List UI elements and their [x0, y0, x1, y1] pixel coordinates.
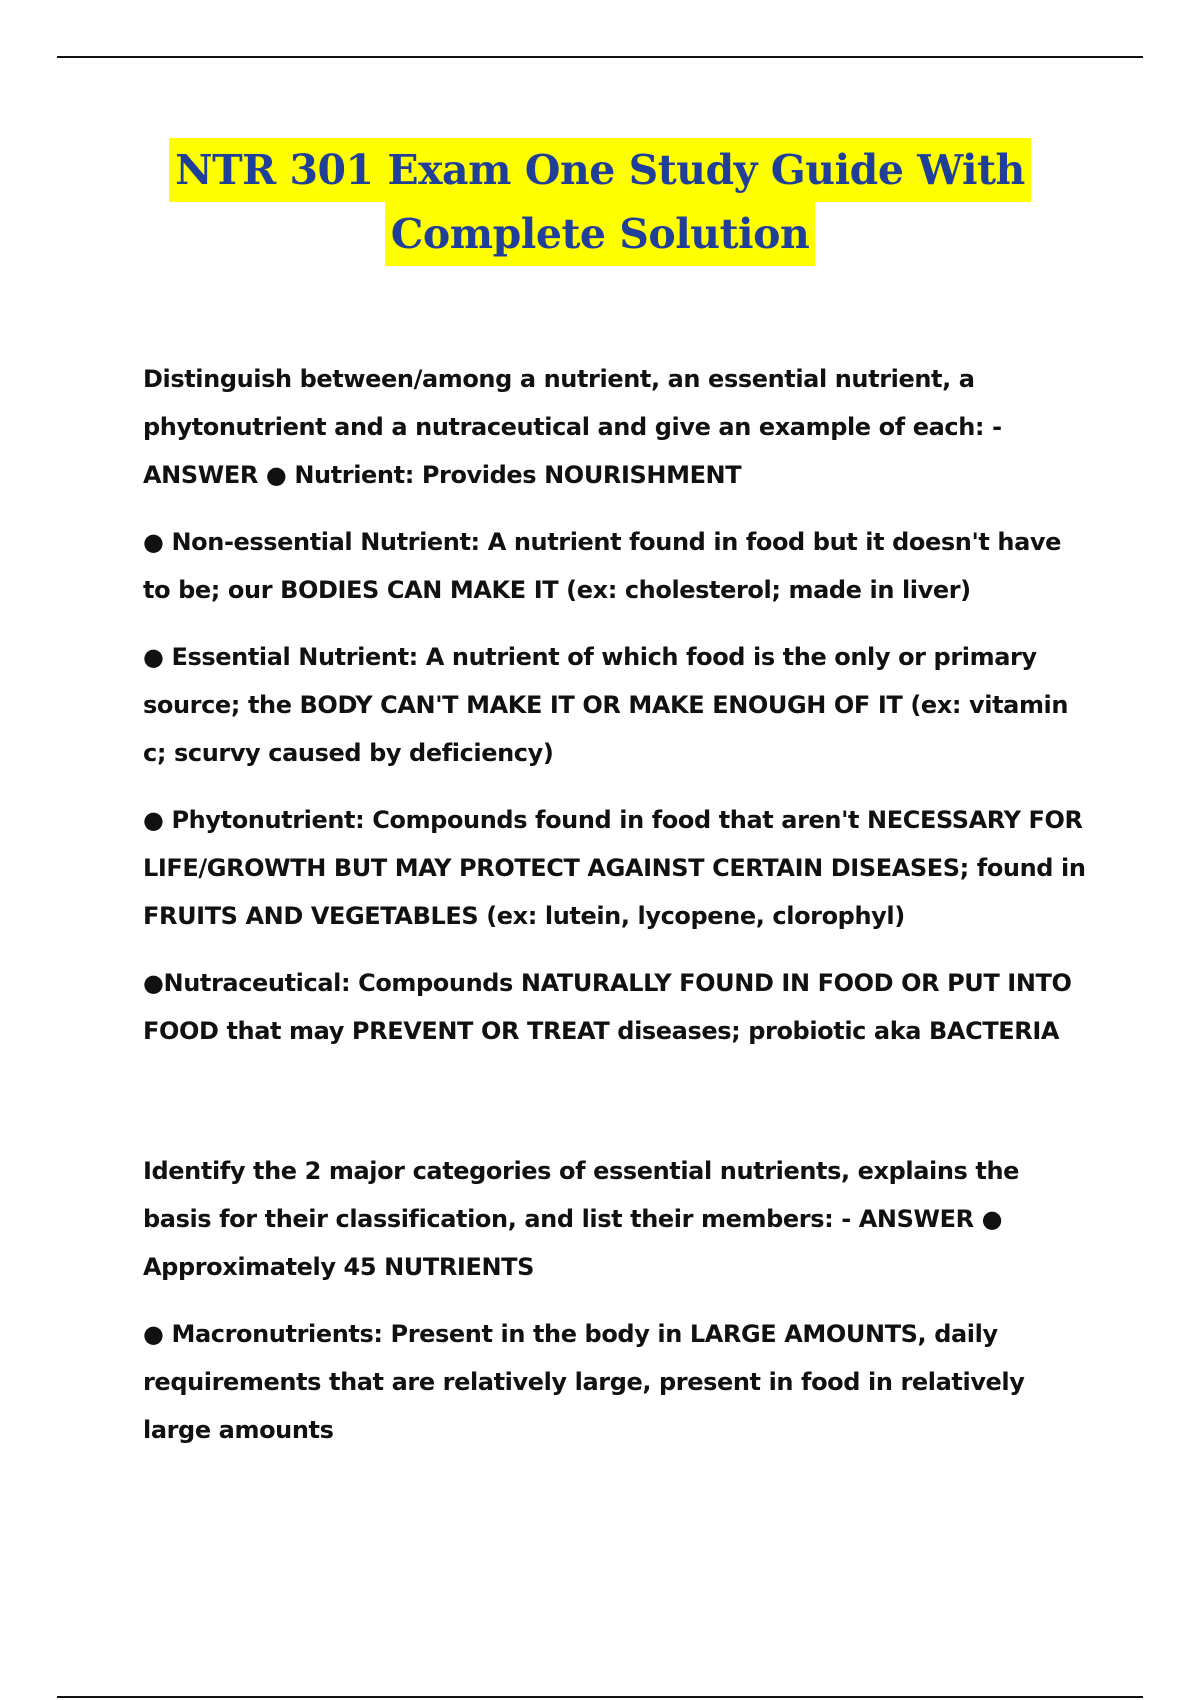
answer-phytonutrient: ● Phytonutrient: Compounds found in food that aren't NECESSARY FOR LIFE/GROWTH BUT MAY PROTECT AGAINST CERTAIN DISEASES; found in FRUITS AND VEGETABLES (ex: lutein, lycopene, clorophyl): [143, 806, 1086, 930]
title-line-1: NTR 301 Exam One Study Guide With: [169, 138, 1031, 202]
question-1-prompt: Distinguish between/among a nutrient, an essential nutrient, a phytonutrient and a nutraceutical and give an example of each: - ANSWER ● Nutrient: Provides NOURISHMENT: [143, 365, 1002, 489]
answer-macronutrients: ● Macronutrients: Present in the body in LARGE AMOUNTS, daily requirements that are relatively large, present in food in relatively large amounts: [143, 1320, 1025, 1444]
bottom-rule: [57, 1696, 1143, 1698]
question-2-prompt: Identify the 2 major categories of essential nutrients, explains the basis for their classification, and list their members: - ANSWER ● Approximately 45 NUTRIENTS: [143, 1157, 1020, 1281]
top-rule: [57, 56, 1143, 58]
answer-non-essential-nutrient: ● Non-essential Nutrient: A nutrient found in food but it doesn't have to be; our BODIES CAN MAKE IT (ex: cholesterol; made in liver): [143, 528, 1062, 604]
title-line-2: Complete Solution: [385, 202, 816, 266]
question-2: [143, 1147, 1093, 1473]
question-1: [143, 355, 1093, 1074]
answer-essential-nutrient: ● Essential Nutrient: A nutrient of which food is the only or primary source; the BODY CAN'T MAKE IT OR MAKE ENOUGH OF IT (ex: vitamin c; scurvy caused by deficiency): [143, 643, 1069, 767]
answer-nutraceutical: ●Nutraceutical: Compounds NATURALLY FOUND IN FOOD OR PUT INTO FOOD that may PREVENT OR TREAT diseases; probiotic aka BACTERIA: [143, 969, 1072, 1045]
document-title: [100, 138, 1100, 266]
